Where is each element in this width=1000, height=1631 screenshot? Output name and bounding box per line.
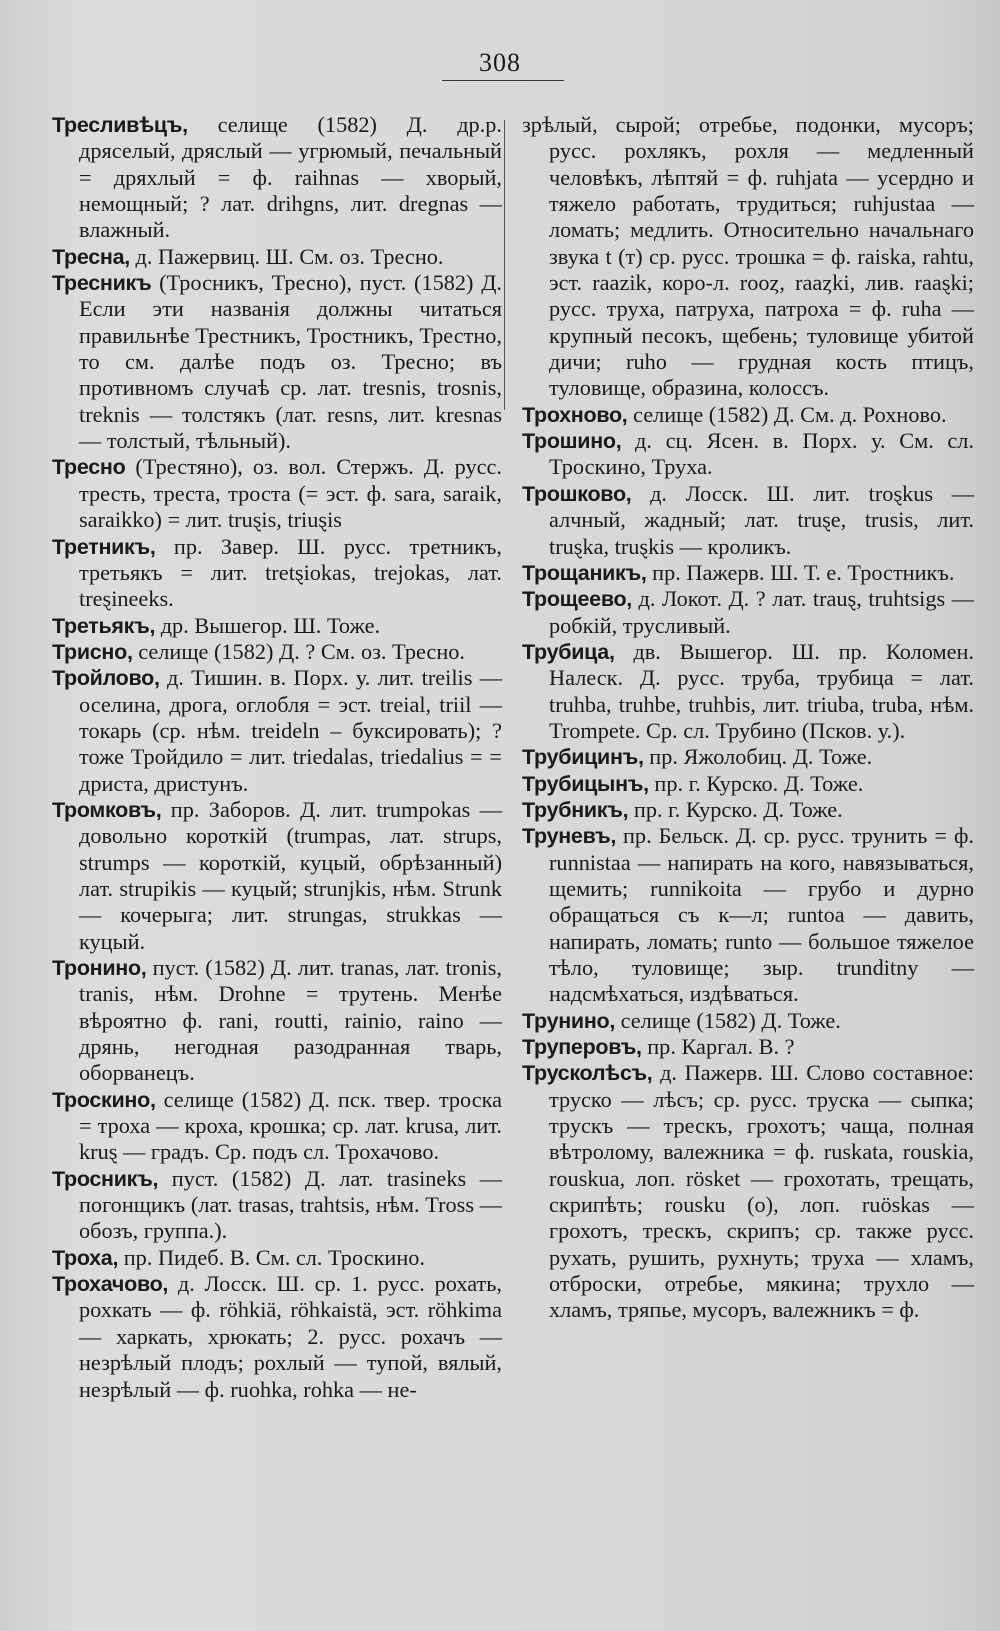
entry-text: пр. Яжолобиц. Д. Тоже. — [649, 744, 873, 770]
entry-headword: Трубникъ, — [522, 797, 629, 822]
entry-text: д. Локот. Д. ? лат. trauȿ, truhtsigs — робкій, трусливый. — [549, 586, 975, 638]
entry-headword: Трощеево, — [522, 587, 632, 612]
dictionary-entry — [522, 586, 974, 639]
entry-text: селище (1582) Д. др.р. дряселый, дряслый — угрюмый, печальный = дряхлый = ф. raihnas — хворый, немощный; ? лат. drihgns, лит. dregnas — влажный. — [79, 112, 502, 243]
column-divider — [504, 120, 505, 410]
dictionary-entry — [52, 534, 502, 613]
entry-headword: Тройлово, — [52, 666, 160, 691]
dictionary-entry — [52, 454, 502, 533]
dictionary-entry — [522, 560, 974, 586]
dictionary-entry — [52, 797, 502, 955]
entry-headword: Тромковъ, — [52, 797, 162, 822]
dictionary-entry — [522, 1034, 974, 1060]
entry-headword: Трошково, — [522, 481, 632, 506]
entry-text: др. Вышегор. Ш. Тоже. — [160, 612, 381, 638]
entry-headword: Третьякъ, — [52, 613, 156, 638]
entry-text: пуст. (1582) Д. лат. trasineks — погонщикъ (лат. trasas, trahtsis, нѣм. Tross — обозъ, группа.). — [79, 1165, 502, 1244]
entry-text: пр. Каргал. В. ? — [647, 1034, 795, 1060]
entry-text: (Тросникъ, Тресно), пуст. (1582) Д. Если эти названія должны читаться правильнѣе Трестникъ, Тростникъ, Трестно, то см. далѣе подъ оз. Тресно; въ противномъ случаѣ ср. лат. tresnis, trosnis, treknis — толстякъ (лат. resns, лит. kresnas — толстый, тѣльный). — [79, 270, 502, 454]
dictionary-entry — [52, 639, 502, 665]
entry-text: пр. Пажерв. Ш. Т. е. Тростникъ. — [652, 559, 955, 585]
dictionary-entry — [52, 1271, 502, 1403]
entry-text: селище (1582) Д. ? См. оз. Тресно. — [138, 638, 465, 664]
dictionary-entry — [522, 112, 974, 402]
entry-text: пр. Завер. Ш. русс. третникъ, третьякъ = лит. tretȿiokas, trejokas, лат. treȿineeks. — [79, 533, 503, 612]
dictionary-entry — [52, 613, 502, 639]
entry-headword: Трунино, — [522, 1008, 616, 1033]
dictionary-entry — [522, 744, 974, 770]
entry-text: (Трестяно), оз. вол. Стержъ. Д. русс. тресть, треста, троста (= эст. ф. sara, saraik, saraikko) = лит. truȿis, triuȿis — [79, 454, 503, 533]
entry-text: пр. г. Курско. Д. Тоже. — [654, 770, 864, 796]
entry-headword: Трубицинъ, — [522, 745, 644, 770]
entry-headword: Трусколѣсъ, — [522, 1061, 653, 1086]
dictionary-entry — [52, 244, 502, 270]
dictionary-entry — [522, 823, 974, 1007]
entry-text: пуст. (1582) Д. лит. tranas, лат. tronis, tranis, нѣм. Drohne = трутень. Менѣе вѣроятно ф. rani, routti, rainio, raino — дрянь, негодная разодранная тварь, оборванецъ. — [79, 955, 502, 1086]
dictionary-entry — [52, 665, 502, 797]
dictionary-entry — [522, 639, 974, 744]
entry-headword: Трощаникъ, — [522, 560, 647, 585]
entry-headword: Троскино, — [52, 1087, 156, 1112]
dictionary-entry — [52, 1245, 502, 1271]
dictionary-entry — [522, 797, 974, 823]
dictionary-entry — [522, 771, 974, 797]
entry-headword: Трубицынъ, — [522, 771, 649, 796]
entry-text: д. Лосск. Ш. ср. 1. русс. рохать, рохкать — ф. röhkiä, röhkaistä, эст. röhkima — харкать, хрюкать; 2. русс. рохачъ — незрѣлый плодъ; рохлый — тупой, вялый, незрѣлый — ф. ruohka, rohka — не- — [79, 1271, 502, 1402]
entry-text: пр. г. Курско. Д. Тоже. — [633, 796, 843, 822]
entry-headword: Тронино, — [52, 956, 147, 980]
dictionary-entry — [52, 270, 502, 454]
dictionary-entry — [52, 1087, 502, 1166]
entry-headword: Тресливѣцъ, — [52, 113, 188, 137]
entry-headword: Трохново, — [522, 402, 628, 427]
entry-text: селище (1582) Д. См. д. Рохново. — [633, 401, 947, 427]
entry-text: д. Пажервиц. Ш. См. оз. Тресно. — [135, 243, 444, 269]
entry-headword: Третникъ, — [52, 534, 156, 559]
entry-headword: Тресна, — [52, 244, 130, 269]
entry-headword: Трохачово, — [52, 1272, 169, 1297]
dictionary-entry — [522, 1008, 974, 1034]
entry-headword: Трошино, — [522, 429, 622, 454]
entry-headword: Трисно, — [52, 639, 133, 664]
entry-text: селище (1582) Д. Тоже. — [620, 1007, 841, 1033]
entry-text: д. Пажерв. Ш. Слово составное: труско — лѣсъ; ср. русс. труска — сыпка; трускъ — трескъ, грохотъ; чаща, полная вѣтролому, валежника = ф. ruskata, rouskia, rouskua, лоп. rösket — грохотать, трещать, скрипѣть; rousku (o), лоп. ruöskas — грохотъ, трескъ, скрипъ; ср. также русс. рухать, рушить, рухнуть; труха — хламъ, отброски, отребье, мякина; трухло — хламъ, тряпье, мусоръ, валежникъ = ф. — [549, 1060, 975, 1323]
page-number-rule — [442, 80, 564, 81]
entry-text: пр. Пидеб. В. См. сл. Троскино. — [123, 1244, 425, 1270]
dictionary-entry — [522, 428, 974, 481]
entry-headword: Труневъ, — [522, 824, 616, 849]
entry-text: дв. Вышегор. Ш. пр. Коломен. Налеск. Д. русс. труба, трубица = лат. truhba, truhbe, truhbis, лит. triuba, truba, нѣм. Trompete. Ср. сл. Трубино (Псков. у.). — [549, 638, 974, 743]
entry-text: пр. Бельск. Д. ср. русс. трунить = ф. runnistaa — напирать на кого, навязываться, щемить; runnikoita — грубо и дурно обращаться съ к—л; runtoa — давить, напирать, ломать; runto — большое тяжелое тѣло, туловище; зыр. trunditny — надсмѣхаться, издѣваться. — [549, 823, 974, 1007]
dictionary-entry — [52, 112, 502, 244]
entry-headword: Тросникъ, — [52, 1166, 159, 1191]
dictionary-entry — [52, 955, 502, 1087]
entry-headword: Трубица, — [522, 639, 615, 664]
dictionary-entry — [522, 1060, 974, 1323]
entry-text: д. Тишин. в. Порх. у. лит. treilis — оселина, дрога, оглобля = эст. treial, triil — токарь (ср. нѣм. treideln – буксировать); ? тоже Тройдило = лит. triedalas, triedalius = = дриста, дристунъ. — [79, 665, 502, 796]
dictionary-entry — [522, 402, 974, 428]
entry-headword: Тресно — [52, 455, 126, 480]
entry-text: пр. Заборов. Д. лит. trumpokas — довольно короткій (trumpas, лат. strups, strumps — короткій, куцый, обрѣзанный) лат. strupikis — куцый; strunjkis, нѣм. Strunk — кочерыга; лит. strungas, strukkas — куцый. — [79, 796, 502, 954]
entry-headword: Тресникъ — [52, 271, 152, 296]
entry-text: селище (1582) Д. пск. твер. троска = троха — кроха, крошка; ср. лат. krusa, лит. kruȿ — градъ. Ср. подъ сл. Трохачово. — [79, 1086, 502, 1165]
dictionary-entry — [52, 1166, 502, 1245]
page-number: 308 — [479, 48, 521, 77]
left-column — [52, 112, 502, 1403]
right-column — [522, 112, 974, 1324]
entry-text: д. Лосск. Ш. лит. troȿkus — алчный, жадный; лат. truȿe, trusis, лит. truȿka, truȿkis — кроликъ. — [549, 480, 975, 559]
entry-text: зрѣлый, сырой; отребье, подонки, мусоръ; русс. рохлякъ, рохля — медленный человѣкъ, лѣптяй = ф. ruhjata — усердно и тяжело работать, трудиться; ruhjustaa — ломать; медлить. Относительно начальнаго звука t (т) ср. русс. трошка = ф. raiska, rahtu, эст. raazik, коро-л. rooȥ, raaȥki, лив. raaȿki; русс. труха, патруха, патроха = ф. ruha — крупный песокъ, щебень; туловище убитой дичи; ruho — грудная кость птицъ, туловище, образина, колоссъ. — [522, 112, 974, 401]
entry-headword: Труперовъ, — [522, 1035, 642, 1060]
entry-text: д. сц. Ясен. в. Порх. у. См. сл. Троскино, Труха. — [549, 428, 974, 480]
dictionary-entry — [522, 481, 974, 560]
entry-headword: Троха, — [52, 1245, 119, 1270]
